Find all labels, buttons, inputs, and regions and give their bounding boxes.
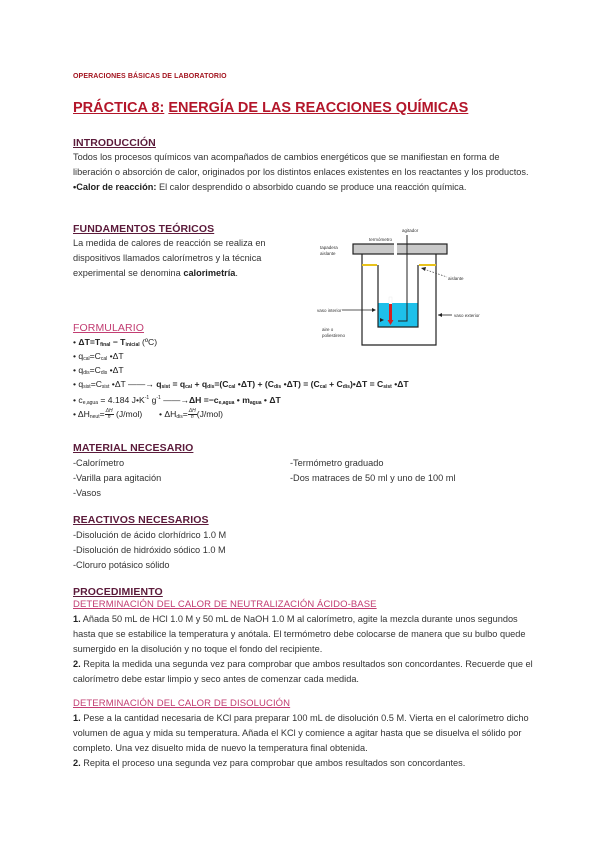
intro-paragraph: Todos los procesos químicos van acompañados de cambios energéticos que se manifiestan en forma de liberación o absorción de calor, originados por los distintos enlaces existentes en los reactantes y los productos. [73, 152, 529, 177]
calorimeter-diagram [312, 225, 482, 350]
reactivos-list [73, 528, 373, 573]
step-2 [73, 756, 535, 771]
material-item: -Calorímetro [73, 458, 125, 468]
step-number: 2. [73, 758, 81, 768]
calorimetria-term: calorimetría [183, 268, 236, 278]
label-agitador: agitador [402, 228, 419, 233]
neutralizacion-steps [73, 612, 535, 687]
material-list-right [290, 456, 540, 486]
step-number: 1. [73, 713, 81, 723]
step-2 [73, 657, 535, 687]
step-text: Repita el proceso una segunda vez para comprobar que ambos resultados son concordantes. [80, 758, 466, 768]
material-item: -Varilla para agitación [73, 473, 162, 483]
formula-delta-t: • $\Delta T=T_{final} - T_{inicial}$ (ºC) [73, 337, 158, 348]
step-1 [73, 612, 535, 657]
title-main: ENERGÍA DE LAS REACCIONES QUÍMICAS [168, 100, 469, 116]
reactivo-item: -Disolución de ácido clorhídrico 1.0 M [73, 530, 227, 540]
formula-qdis: • $q_{dis}=C_{dis}$ •ΔT [73, 365, 124, 376]
reactivo-item: -Disolución de hidróxido sódico 1.0 M [73, 545, 226, 555]
formula-dh-neut-dis: • $\Delta H_{neut}=$ $\frac{\Delta H}{n} (J/mol)$ • $\Delta H_{dis}=$ $\frac{\Delta H}{n}(J/mol)$ [73, 408, 223, 421]
def-label: •Calor de reacción: [73, 182, 157, 192]
formula-qcal: • $q_{cal}=C_{cal}$ •ΔT [73, 351, 124, 362]
label-termometro: termómetro [369, 237, 393, 242]
formula-qsist: • $q_{sist}=C_{sist}$ •ΔT ——→ $q_{sist} = q_{cal} + q_{dis}=(C_{cal}$ •ΔT) + ($C_{dis}$ •ΔT) = ($C_{cal}$ + $C_{dis})•\Delta T = C_{sist}$ •ΔT [73, 379, 409, 390]
step-number: 2. [73, 659, 81, 669]
label-aislante-tapa: aislante [320, 251, 336, 256]
disolucion-heading: DETERMINACIÓN DEL CALOR DE DISOLUCIÓN [73, 698, 291, 709]
def-text: El calor desprendido o absorbido cuando se produce una reacción química. [156, 182, 467, 192]
intro-text [73, 150, 535, 195]
label-vaso-interior: vaso interior [317, 308, 342, 313]
fundamentos-paragraph: La medida de calores de reacción se realiza en dispositivos llamados calorímetros y la técnica experimental se denomina [73, 238, 266, 278]
page-title [73, 100, 468, 116]
course-header: OPERACIONES BÁSICAS DE LABORATORIO [73, 73, 227, 80]
neutralizacion-heading: DETERMINACIÓN DEL CALOR DE NEUTRALIZACIÓN ÁCIDO-BASE [73, 599, 377, 610]
calorimeter-illustration [312, 225, 482, 350]
fundamentos-heading: FUNDAMENTOS TEÓRICOS [73, 223, 215, 235]
material-item: -Termómetro graduado [290, 458, 384, 468]
step-1 [73, 711, 535, 756]
formulario-heading: FORMULARIO [73, 322, 145, 334]
material-heading: MATERIAL NECESARIO [73, 442, 194, 454]
reactivo-item: -Cloruro potásico sólido [73, 560, 170, 570]
intro-heading: INTRODUCCIÓN [73, 137, 156, 149]
formula-entalpia: • $c_{e,agua} = 4.184$ $J•K^{-1}$ $g^{-1}$ ——→ΔH $=-c_{e,agua}$ • $m_{agua}$ • ΔT [73, 394, 281, 406]
fundamentos-text [73, 236, 288, 281]
material-list-left [73, 456, 293, 501]
reactivos-heading: REACTIVOS NECESARIOS [73, 514, 209, 526]
material-item: -Vasos [73, 488, 101, 498]
label-tapadera: tapadera [320, 245, 338, 250]
step-text: Pese a la cantidad necesaria de KCl para preparar 100 mL de disolución 0.5 M. Vierta en el calorímetro dicho volumen de agua y mida su temperatura. Añada el KCl y comience a agitar hasta que se disuelva el sólido por completo. Una vez disuelto mida de nuevo la temperatura final obtenida. [73, 713, 529, 753]
step-text: Añada 50 mL de HCl 1.0 M y 50 mL de NaOH 1.0 M al calorímetro, agite la mezcla durante unos segundos hasta que se estabilice la temperatura y anótala. El termómetro debe colocarse de manera que su bulbo quede sumergido en la disolución y no toque el fondo del recipiente. [73, 614, 526, 654]
step-text: Repita la medida una segunda vez para comprobar que ambos resultados son concordantes. Recuerde que el calorímetro debe estar limpio y seco antes de comenzar cada medida. [73, 659, 533, 684]
label-poliestireno: poliestireno [322, 333, 346, 338]
label-aislante: aislante [448, 276, 464, 281]
label-vaso-exterior: vaso exterior [454, 313, 480, 318]
procedimiento-heading: PROCEDIMIENTO [73, 586, 163, 598]
step-number: 1. [73, 614, 81, 624]
label-aire: aire o [322, 327, 334, 332]
title-prefix: PRÁCTICA 8: [73, 100, 165, 116]
material-item: -Dos matraces de 50 ml y uno de 100 ml [290, 473, 456, 483]
disolucion-steps [73, 711, 535, 771]
fundamentos-end: . [235, 268, 238, 278]
